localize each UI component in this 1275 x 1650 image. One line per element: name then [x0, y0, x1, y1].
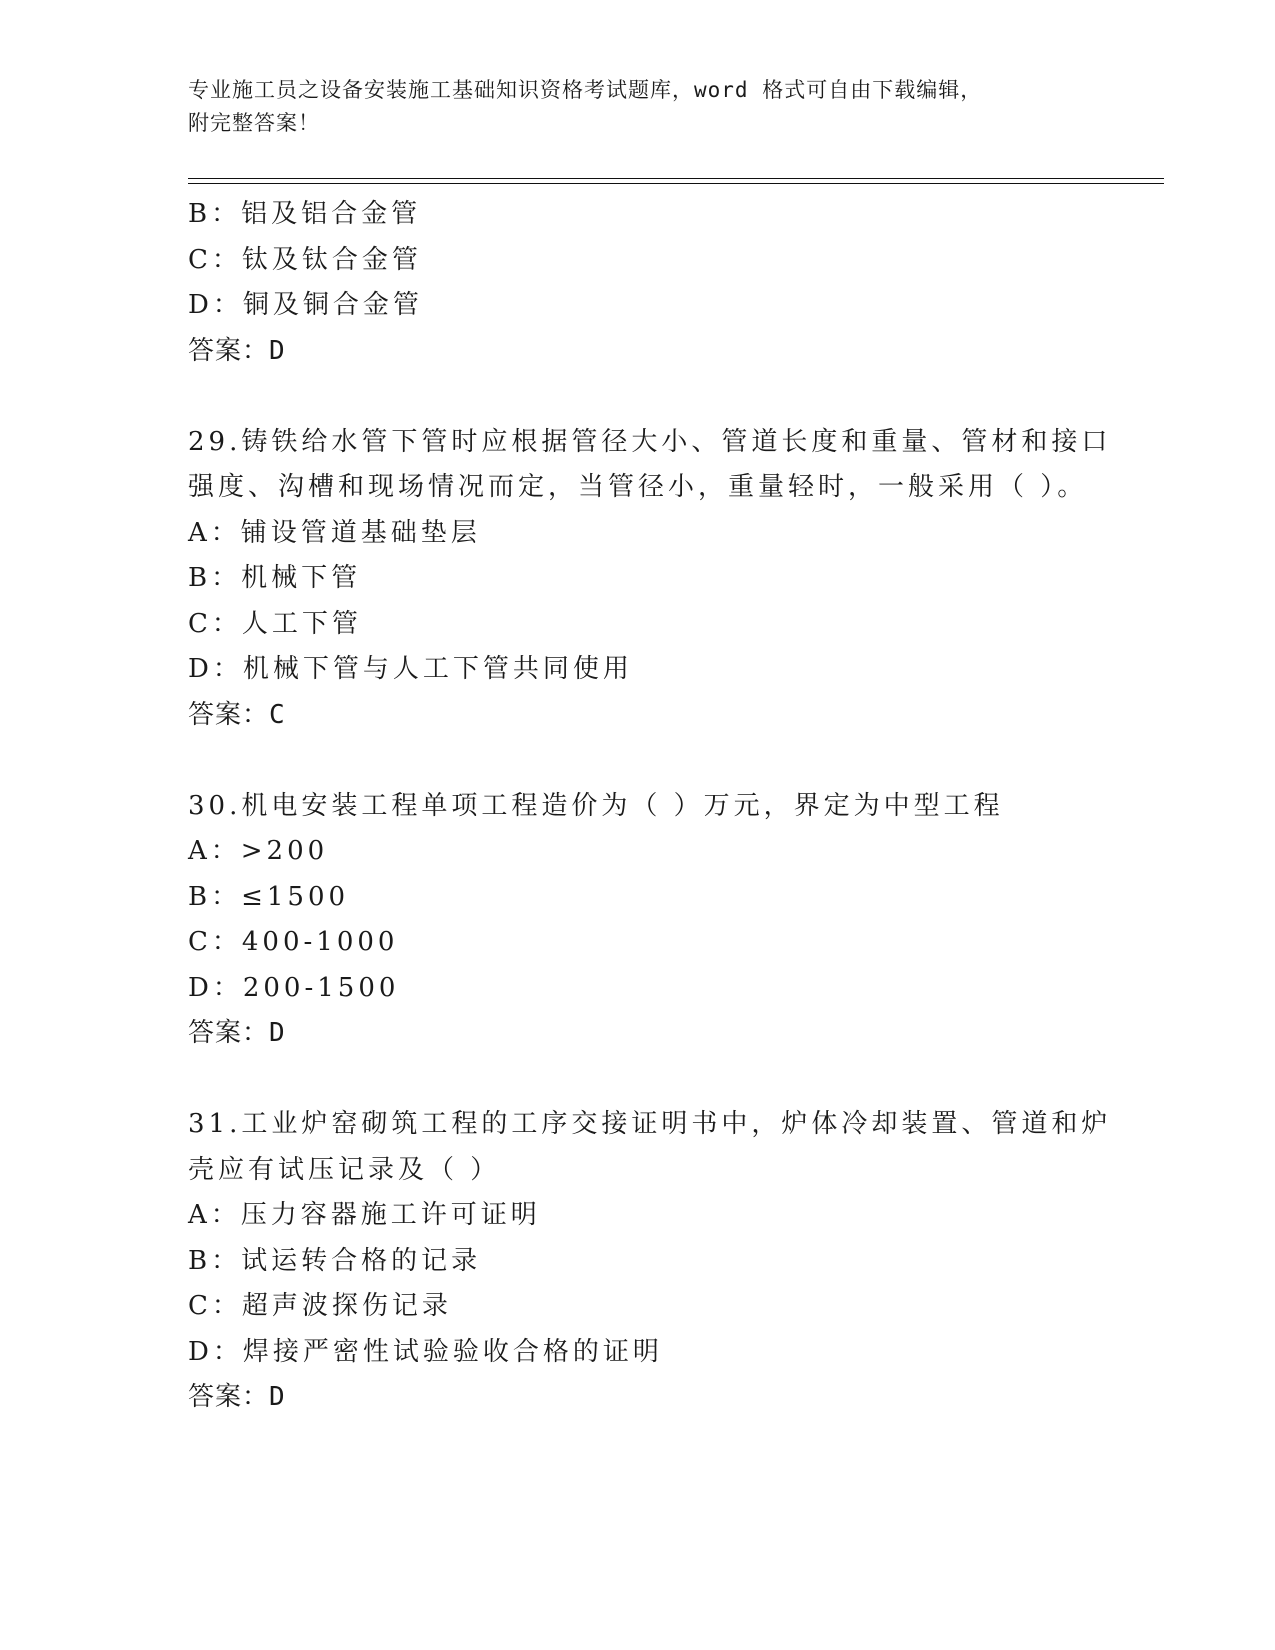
answer: 答案：D [188, 335, 286, 366]
option-b: B：铝及铝合金管 [188, 199, 422, 229]
question-31 [188, 1102, 1188, 1421]
option-a: A：铺设管道基础垫层 [188, 517, 481, 548]
option-c: C：超声波探伤记录 [188, 1291, 452, 1321]
option-c: C：400-1000 [188, 927, 399, 957]
option-b: B：机械下管 [188, 563, 362, 593]
question-stem-line-2: 壳应有试压记录及（ ） [188, 1154, 501, 1185]
question-28 [188, 192, 1188, 374]
header-line-1: 专业施工员之设备安装施工基础知识资格考试题库，word 格式可自由下载编辑， [188, 78, 983, 102]
option-d: D：焊接严密性试验验收合格的证明 [188, 1336, 663, 1367]
option-c: C：人工下管 [188, 608, 362, 639]
option-a: A：>200 [188, 836, 329, 866]
question-stem-line-1: 31.工业炉窑砌筑工程的工序交接证明书中，炉体冷却装置、管道和炉 [188, 1109, 1112, 1139]
document-header [188, 74, 1088, 140]
question-stem-line-1: 30.机电安装工程单项工程造价为（ ）万元，界定为中型工程 [188, 790, 1004, 821]
option-c: C：钛及钛合金管 [188, 244, 422, 275]
header-rule-top [188, 178, 1164, 179]
option-d: D：铜及铜合金管 [188, 290, 423, 320]
question-stem-line-2: 强度、沟槽和现场情况而定，当管径小，重量轻时，一般采用（ ）。 [188, 472, 1088, 502]
answer: 答案：D [188, 1018, 286, 1048]
question-30 [188, 784, 1188, 1057]
option-d: D：200-1500 [188, 972, 400, 1003]
answer: 答案：C [188, 699, 286, 730]
question-29 [188, 420, 1188, 739]
option-d: D：机械下管与人工下管共同使用 [188, 654, 633, 684]
option-b: B：≤1500 [188, 881, 350, 912]
header-line-2: 附完整答案！ [188, 111, 320, 135]
header-rule-bottom [188, 183, 1164, 184]
question-stem-line-1: 29.铸铁给水管下管时应根据管径大小、管道长度和重量、管材和接口 [188, 426, 1112, 457]
option-a: A：压力容器施工许可证明 [188, 1200, 541, 1230]
question-content [188, 192, 1188, 1421]
option-b: B：试运转合格的记录 [188, 1245, 482, 1276]
answer: 答案：D [188, 1382, 286, 1412]
